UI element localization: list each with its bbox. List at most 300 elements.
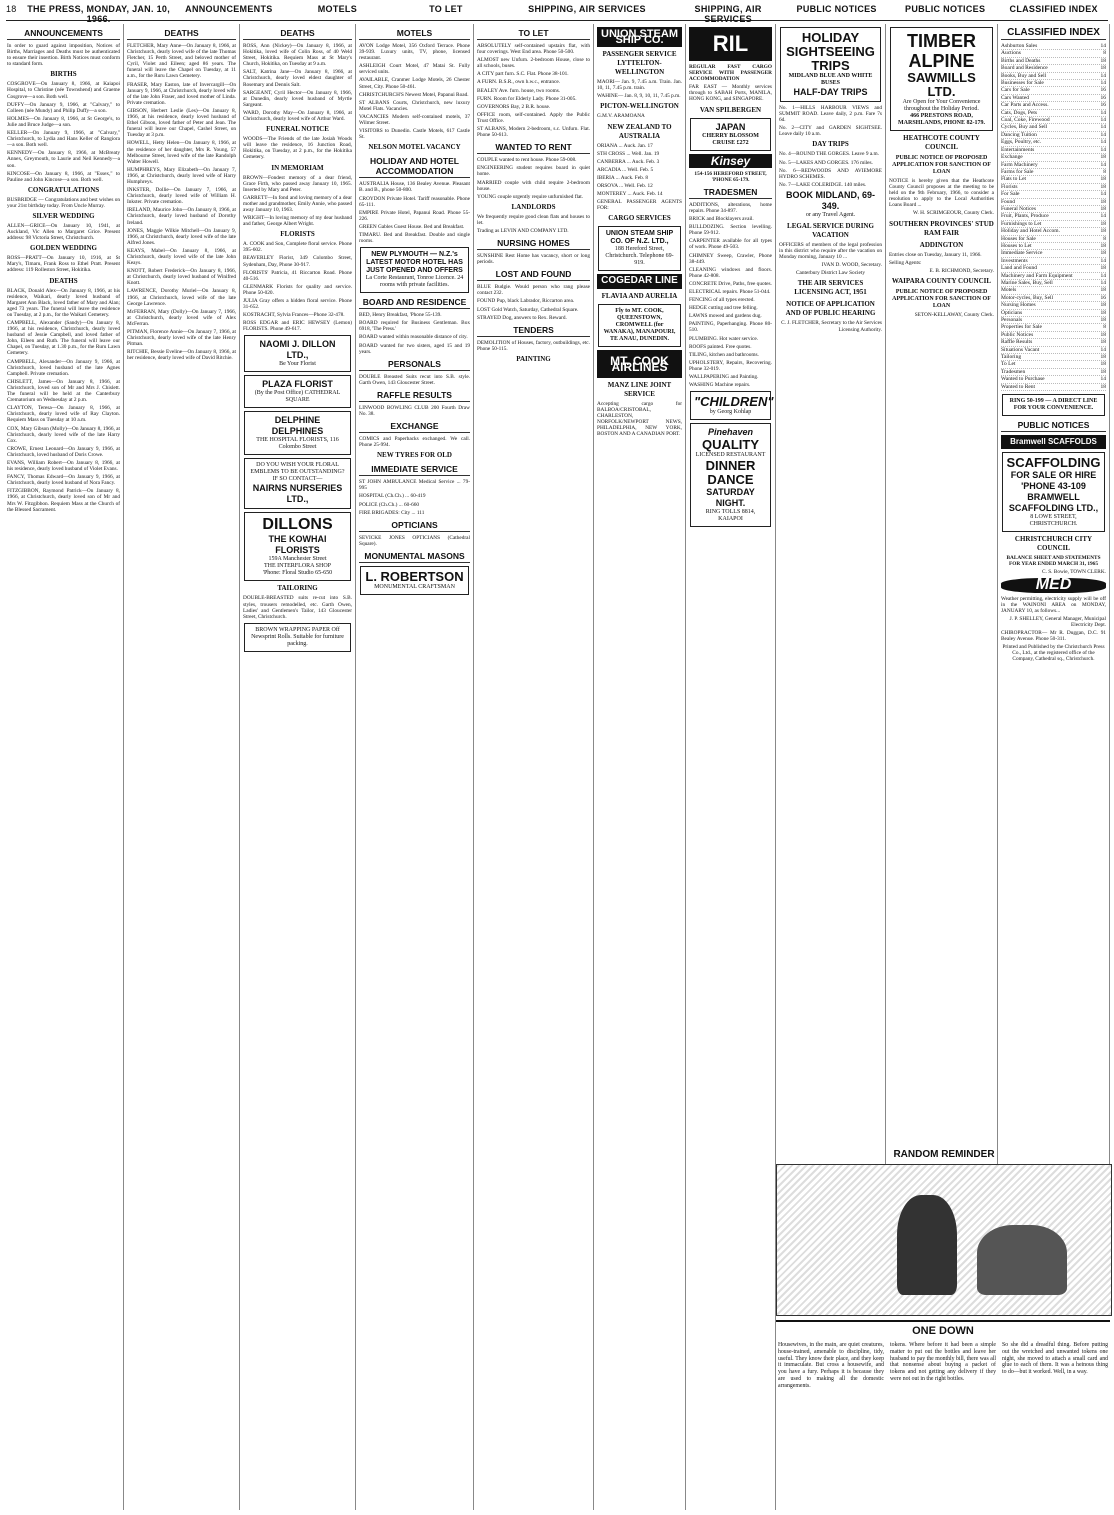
motel-ad: CHRISTCHURCH'S Newest Motel, Papanui Road. (359, 91, 469, 98)
ril-logo: RIL (689, 27, 772, 61)
ring-text: RING TOLLS 8814, KAIAPOI (705, 509, 756, 523)
manz-heading: MANZ LINE JOINT SERVICE (607, 380, 672, 398)
index-page: 18 (1100, 176, 1106, 183)
wrapping-ad (244, 623, 351, 652)
section-label: PUBLIC NOTICES (905, 4, 986, 14)
painting-heading: PAINTING (516, 354, 551, 363)
tradesmen-heading: TRADESMEN (689, 187, 772, 199)
sailing-maori: MAORI— Jan. 9, 7.45 a.m. Train. Jan. 10, 11, 7.45 p.m. train. (597, 79, 682, 92)
seton-sign: SETON-KELLAWAY, County Clerk. (914, 311, 994, 318)
death-notice: EVANS, William Robert—On January 8, 1966, at his residence, dearly loved husband of Violet Evans. (7, 459, 120, 473)
motel-ad: AVAILABLE, Cranmer Lodge Motels, 26 Chester Street, City. Phone 50-461. (359, 77, 470, 90)
index-page: 18 (1100, 383, 1106, 390)
index-row (1001, 302, 1106, 309)
mtcook-logo: MT. COOK AIRLINES (597, 350, 682, 378)
index-label: Public Notices (1001, 331, 1034, 338)
column-shipping (594, 24, 686, 1510)
index-row (1001, 199, 1106, 206)
tyres-heading: NEW TYRES FOR OLD (376, 451, 452, 460)
delphine-sub: THE HOSPITAL FLORISTS, 116 Colombo Street (256, 437, 339, 451)
immediate-heading: IMMEDIATE SERVICE (359, 464, 470, 476)
index-label: Motor-cycles, Buy, Sell (1001, 294, 1054, 301)
timber-ad (890, 27, 993, 131)
tolet-ad: ALMOST new Unfurn. 2-bedroom House, close to all schools, buses. (477, 57, 590, 70)
wanted-heading: WANTED TO RENT (477, 142, 590, 154)
holiday-ad: AUSTRALIA House, 136 Bealey Avenue. Pleasant B. and B., phone 50-800. (359, 181, 470, 194)
memoriam-notice: BROWN—Fondest memory of a dear friend, Grace Firth, who passed away January 10, 1965. Inserted by Mary and Peter. (243, 174, 352, 193)
index-page: 18 (1100, 65, 1106, 72)
scaffolding-title: SCAFFOLDING (1006, 455, 1101, 471)
index-page: 8 (1103, 235, 1106, 242)
trade-ad: HEDGE cutting and tree felling. (689, 305, 758, 312)
section-heading: MOTELS (359, 28, 470, 40)
timber-addr: 466 PRESTONS ROAD, MARSHLANDS, PHONE 82-179. (897, 113, 985, 126)
sailing-wahine: WAHINE— Jan. 8, 9, 10, 11, 7.45 p.m. (597, 93, 681, 100)
index-page: 16 (1100, 294, 1106, 301)
index-row (1001, 213, 1106, 220)
nursing-heading: NURSING HOMES (477, 238, 590, 250)
index-row (1001, 376, 1106, 383)
nairns-name: NAIRNS NURSERIES LTD., (252, 483, 343, 505)
index-row (1001, 176, 1106, 183)
lost-ad: BLUE Budgie. Would person who rang please contact 232. (477, 284, 590, 297)
board-ad: BOARD wanted for two sisters, aged 15 and 19 years. (359, 342, 470, 355)
section-heading: CLASSIFIED INDEX (1001, 28, 1106, 40)
trade-ad: ROOFS painted. Free quotes. (689, 343, 752, 350)
silver-notice: ALLEN—GRICE—On January 10, 1941, at Auckland, Vic Allen to Margaret Grice. Present address: 98 Victoria Street, Christchurch. (7, 222, 120, 242)
balance-heading: BALANCE SHEET AND STATEMENTS FOR YEAR ENDED MARCH 31, 1965 (1006, 555, 1101, 568)
feature-article (776, 1320, 1110, 1512)
plymouth-ad (360, 247, 469, 293)
death-notice: CROWE, Ernest Leonard—On January 9, 1966, at Christchurch, loved husband of Doris Crowe. (7, 445, 120, 458)
dillon-name: NAOMI J. DILLON LTD., (259, 339, 336, 361)
bramwell-logo: Bramwell SCAFFOLDS (1001, 435, 1106, 449)
union-co-addr: 188 Hereford Street, Christchurch. Telephone 69-919. (605, 246, 674, 267)
index-page: 18 (1100, 317, 1106, 324)
index-label: Wanted to Rent (1001, 383, 1036, 390)
quality-text: QUALITY (701, 437, 760, 453)
index-label: Land and Found (1001, 265, 1038, 272)
trade-ad: WALLPAPERING and Painting. (689, 374, 759, 380)
trade-ad: CONCRETE Drive, Paths, free quotes. (689, 280, 772, 287)
tolet-ad: A CITY part furn. S.C. Flat. Phone 38-101. (477, 71, 569, 78)
japan-title: JAPAN (715, 121, 746, 132)
children-by: by Georg Kohlap (709, 409, 752, 416)
index-page: 18 (1100, 242, 1106, 249)
memoriam-heading: IN MEMORIAM (271, 163, 324, 172)
index-page: 16 (1100, 87, 1106, 94)
index-label: Immediate Service (1001, 250, 1043, 257)
immediate-line: ST JOHN AMBULANCE Medical Service ... 79-995 (359, 479, 470, 492)
index-row (1001, 139, 1106, 146)
death-notice: HOWELL, Hetty Helen—On January 8, 1966, at the residence of her daughter, Mrs R. Young, 57 Melbourne Street, loved wife of the late Randolph Walter Howell. (127, 140, 236, 165)
trade-ad: LAWNS mowed and gardens dug. (689, 313, 762, 320)
section-label: ANNOUNCEMENTS (185, 4, 273, 14)
death-notice: WARD, Dorothy May—On January 8, 1966, at Christchurch, dearly loved wife of Arthur Ward. (243, 109, 352, 123)
florist-ad: A. COOK and Son, Complete floral service. Phone 395-602. (243, 241, 352, 254)
index-page: 18 (1100, 198, 1106, 205)
dillons-ad (244, 512, 351, 581)
index-row (1001, 250, 1106, 257)
delphine-ad (244, 411, 351, 455)
index-label: Marine Sales, Buy, Sell (1001, 280, 1053, 286)
memoriam-notice: GARRETT—In fond and loving memory of a dear mother and grandmother, Emily Annie, who passed away January 10, 1963. (243, 194, 352, 213)
congrats-heading: CONGRATULATIONS (27, 185, 100, 194)
licensed-text: LICENSED RESTAURANT (695, 452, 766, 459)
immediate-line: FIRE BRIGADES: City ... 111 (359, 509, 425, 516)
ril-sub: REGULAR FAST CARGO SERVICE WITH PASSENGER ACCOMMODATION (689, 64, 772, 83)
picton-heading: PICTON-WELLINGTON (600, 102, 679, 111)
tenders-heading: TENDERS (477, 325, 590, 337)
index-label: Businesses for Sale (1001, 80, 1044, 87)
index-label: Properties for Sale (1001, 324, 1042, 331)
trade-ad: BULLDOZING. Section levelling. Phone 59-912. (689, 224, 772, 237)
ship-line: MONTEREY ... Auck. Feb. 14 (597, 191, 663, 198)
death-notice: BLACK, Donald Alex—On January 8, 1966, at his residence, Waikari, dearly loved husband of Margaret Ann Black, loved father of Mary and Alan; aged 73 years. The funeral will leave the residence on Tuesday, at 2 p.m., for the Waikari Cemetery. (7, 287, 120, 318)
index-label: Motels (1001, 287, 1017, 294)
tolet-ad: ABSOLUTELY self-contained upstairs flat, with four coverings. West End area. Phone 50-500. (477, 43, 590, 56)
index-label: Florists (1001, 183, 1018, 190)
index-label: Cars for Sale (1001, 87, 1030, 94)
death-notice: SARGEANT, Cyril Hector—On January 8, 1966, at Dunedin, dearly loved husband of Myrtle Sargeant. (243, 89, 352, 108)
personals-ad: DOUBLE Breasted Suits recut into S.B. style. Garth Owen, 143 Gloucester Street. (359, 373, 470, 386)
index-label: Farm Machinery (1001, 161, 1038, 168)
masthead-bar (6, 4, 1108, 24)
index-label: For Sale (1001, 191, 1020, 198)
florist-ad: GLENMARK Florists for quality and service. Phone 50-020. (243, 283, 352, 296)
holiday-ad: GREEN Gables Guest House. Bed and Breakfast. (359, 223, 465, 230)
index-row (1001, 354, 1106, 361)
index-row (1001, 110, 1106, 117)
dillons-network: THE INTERFLORA SHOP (263, 563, 331, 570)
plymouth-sub: La Corte Restaurant, Tonroe Licence. 24 rooms with private facilities. (365, 275, 464, 289)
birth-notice: HOLMES—On January 8, 1966, at St George's, to Julie and Bruce Judge—a son. (7, 115, 120, 128)
half-day-heading: HALF-DAY TRIPS (793, 87, 868, 97)
index-page: 18 (1100, 361, 1106, 368)
trip-line: No. 4—ROUND THE GORGES. Leave 9 a.m. (779, 151, 879, 158)
scaffolding-ad (1002, 452, 1105, 532)
motel-ad: ASHLEIGH Court Motel, 47 Matai St. Fully serviced units. (359, 63, 470, 76)
index-label: Coal, Coke, Firewood (1001, 117, 1050, 124)
raffle-text: LINWOOD BOWLING CLUB 200 Fourth Draw No. 38. (359, 404, 470, 417)
index-row (1001, 191, 1106, 198)
index-page: 18 (1100, 183, 1106, 190)
silver-heading: SILVER WEDDING (32, 211, 95, 220)
robertson-ad (360, 566, 469, 595)
index-page: 16 (1100, 94, 1106, 101)
holiday-heading: HOLIDAY AND HOTEL ACCOMMODATION (359, 156, 470, 178)
index-row (1001, 384, 1106, 391)
index-row (1001, 50, 1106, 57)
column-public-notices (776, 24, 886, 1164)
dillon-sub: Be Your Florist (279, 361, 316, 368)
index-label: Tradesmen (1001, 368, 1026, 375)
index-label: Cycles, Buy and Sell (1001, 124, 1048, 131)
feature-para: So she did a dreadful thing. Before putting out the wretched and unwanted tokens one night, she moved to attach a small card and glue to each of them. It was a heinous thing to do—but it worked. Well, in a way. (1002, 1342, 1108, 1376)
trade-ad: TILING, kitchen and bathrooms. (689, 351, 759, 358)
monumental-heading: MONUMENTAL MASONS (359, 551, 470, 563)
nz-aus-heading: NEW ZEALAND TO AUSTRALIA (607, 122, 672, 140)
birth-notice: KELLER—On January 9, 1966, at "Calvary," Christchurch, to Lydia and Hans Keller of Rangiora—a son. Both well. (7, 130, 120, 149)
index-label: Books, Buy and Sell (1001, 72, 1047, 79)
public-notice-heading: PUBLIC NOTICE OF PROPOSED APPLICATION FOR SANCTION OF LOAN (892, 155, 991, 175)
funeral-heading: FUNERAL NOTICE (266, 125, 329, 134)
section-label: PUBLIC NOTICES (796, 4, 877, 14)
raffle-heading: RAFFLE RESULTS (359, 390, 470, 402)
death-notice: CLAYTON, Teresa—On January 8, 1966, at Christchurch, dearly loved wife of Ray Clayton. Requiem Mass on Tuesday at 10 a.m. (7, 405, 120, 424)
lost-ad: STRAYED Dog, answers to Rex. Reward. (477, 314, 567, 321)
index-page: 18 (1100, 339, 1106, 346)
aramoana-text: G.M.V. ARAMOANA (597, 113, 645, 120)
wanted-ad: YOUNG couple urgently require unfurnished flat. (477, 193, 584, 200)
robertson-name: L. ROBERTSON (365, 568, 464, 584)
index-label: Farms for Sale (1001, 168, 1034, 175)
column-announcements-2 (240, 24, 356, 1510)
tenders-text: DEMOLITION of Houses, factory, outbuildings, etc. Phone 50-115. (477, 339, 590, 352)
holiday-trips-title: HOLIDAY SIGHTSEEING TRIPS (786, 30, 875, 73)
index-label: Opticians (1001, 309, 1023, 316)
index-page: 14 (1100, 161, 1106, 168)
index-label: Houses for Sale (1001, 235, 1036, 242)
index-page: 8 (1103, 168, 1106, 175)
section-heading: DEATHS (243, 28, 352, 40)
selling-text: Selling Agents: (889, 259, 922, 266)
index-label: Found (1001, 198, 1016, 205)
ship-line: IBERIA ... Auck. Feb. 8 (597, 174, 649, 181)
index-page: 18 (1100, 309, 1106, 316)
index-page: 18 (1100, 57, 1106, 64)
death-notice: INKSTER, Dollie—On January 7, 1966, at Christchurch, dearly loved wife of William H. Inkster. Private cremation. (127, 187, 236, 206)
index-row (1001, 95, 1106, 102)
florists-heading: FLORISTS (280, 230, 315, 239)
lost-ad: FOUND Pup, black Labrador, Riccarton area. (477, 298, 575, 305)
index-row (1001, 73, 1106, 80)
tolet-ad: BEALEY Ave. furn. house, two rooms. (477, 87, 561, 94)
column-public-notices-2 (886, 24, 998, 1164)
fly-to-text: Fly to MT. COOK, QUEENSTOWN, CROMWELL (for WANAKA), MANAPOURI, TE ANAU, DUNEDIN. (603, 307, 676, 342)
funeral-notice: WOODS—The Friends of the late Josiah Woods will leave the residence, 16 Junction Road, Hokitika, on Tuesday, at 2 p.m., for the Hokitika Cemetery. (243, 136, 352, 161)
tolet-ad: ST ALBANS, Modern 2-bedroom, s.c. Unfurn. Flat. Phone 50-613. (477, 126, 590, 139)
trip-line: No. 1—HILLS HARBOUR VIEWS and SUMMIT ROAD. Leave daily, 2 p.m. Fare 7s 6d. (779, 105, 882, 124)
index-page: 14 (1100, 257, 1106, 264)
timber-open: Are Open for Your Convenience throughout the Holiday Period. (902, 99, 981, 112)
index-row (1001, 221, 1106, 228)
index-page: 14 (1100, 109, 1106, 116)
bramwell-addr: 8 LOWE STREET, CHRISTCHURCH. (1029, 514, 1078, 528)
index-label: Cats, Dogs, Pets (1001, 109, 1038, 116)
column-motels (356, 24, 474, 1510)
trade-ad: BRICK and Blocklayers avail. (689, 216, 754, 223)
death-notice: CAMPBELL, Alexander (Sandy)—On January 8, 1966, at his residence, Christchurch, dearly loved husband of Jessie Campbell, and loved father of John, Eileen and Ruth. The funeral will leave our Chapel, on Tuesday, at 1.30 p.m., for the Ruru Lawn Cemetery. (7, 320, 120, 357)
index-page: 16 (1100, 102, 1106, 109)
ship-line: ORSOVA ... Well. Feb. 12 (597, 183, 653, 190)
immediate-line: HOSPITAL (Ch.Ch.) ... 60-419 (359, 493, 426, 500)
index-row (1001, 265, 1106, 272)
med-logo: MED (1001, 578, 1106, 592)
lost-heading: LOST AND FOUND (477, 269, 590, 281)
dillons-subtitle: THE KOWHAI FLORISTS (268, 534, 327, 556)
canterbury-law: Canterbury District Law Society (796, 270, 865, 277)
shelley-sign: J. P. SHELLEY, General Manager, Municipal Electricity Dept. (1009, 615, 1106, 628)
holiday-ad: CROYDON Private Hotel. Tariff reasonable. Phone 65-111. (359, 195, 470, 208)
pinehaven-name: Pinehaven (707, 427, 754, 438)
trip-line: No. 5—LAKES AND GORGES. 176 miles. (779, 159, 873, 166)
index-label: Auctions (1001, 50, 1021, 57)
trade-ad: CHIMNEY Sweep, Crawler, Phone 38-449. (689, 252, 772, 265)
index-label: Personals (1001, 317, 1023, 324)
index-page: 18 (1100, 228, 1106, 235)
general-agents: GENERAL PASSENGER AGENTS FOR: (597, 199, 682, 212)
index-row (1001, 273, 1106, 280)
trade-ad: PLUMBING. Hot water service. (689, 335, 758, 342)
index-row (1001, 236, 1106, 243)
florist-ad: KOSTRACHT, Sylvia Frances—Phone 32-478. (243, 312, 345, 319)
union-logo: UNION STEAM SHIP CO. (597, 27, 682, 47)
index-label: Investments (1001, 257, 1028, 264)
death-notice: JONES, Maggie Wilkie Mitchell—On January 9, 1966, at Christchurch, dearly loved wife of the late Alfred Jones. (127, 227, 236, 246)
index-label: Holiday and Hotel Accom. (1001, 228, 1060, 235)
index-page: 14 (1100, 139, 1106, 146)
cherry-text: CHERRY BLOSSOM CRUISE £272 (702, 132, 759, 146)
index-page: 18 (1100, 220, 1106, 227)
cargo-heading: CARGO SERVICES (608, 214, 671, 223)
index-page: 18 (1100, 154, 1106, 161)
index-label: Car Parts and Access. (1001, 102, 1049, 109)
death-notice: IRELAND, Maurice John—On January 8, 1966, at Christchurch, dearly loved husband of Dorothy Ireland. (127, 207, 236, 226)
motel-ad: ST ALBANS Courts, Christchurch, new luxury Motel Flats. Vacancies. (359, 99, 470, 112)
dillon-ad (244, 335, 351, 372)
plymouth-title: NEW PLYMOUTH — N.Z.'s LATEST MOTOR HOTEL HAS JUST OPENED AND OFFERS (366, 251, 463, 275)
index-label: Furnishings to Let (1001, 220, 1042, 227)
board-heading: BOARD AND RESIDENCE (359, 297, 470, 309)
birth-notice: COSGROVE—On January 8, 1966, at Kaiapoi Hospital, to Christine (née Townshend) and Graeme Cosgrove—a son. Both well. (7, 81, 120, 100)
column-to-let (474, 24, 594, 1510)
trade-ad: UPHOLSTERY, Repairs, Recovering. Phone 32-019. (689, 359, 772, 372)
index-label: Board and Residence (1001, 65, 1048, 72)
section-label: TO LET (429, 4, 463, 14)
index-row (1001, 162, 1106, 169)
chiropractor-text: CHIROPRACTOR— Mr R. Duggan, D.C. 91 Bealey Avenue. Phone 50-311. (1001, 630, 1106, 643)
column-deaths (124, 24, 240, 1510)
index-row (1001, 154, 1106, 161)
index-page: 18 (1100, 368, 1106, 375)
index-page: 18 (1100, 265, 1106, 272)
index-label: Dancing Tuition (1001, 131, 1037, 138)
index-page: 18 (1100, 331, 1106, 338)
index-row (1001, 287, 1106, 294)
death-notice: CHISLETT, James—On January 8, 1966, at Christchurch, loved son of Mr and Mrs J. Chislett. The funeral will be held at the Canterbury Crematorium on Wednesday at 2 p.m. (7, 378, 120, 404)
death-notice: COX, Mary Gibson (Molly)—On January 8, 1966, at Christchurch, dearly loved wife of the late Harry Cox. (7, 425, 120, 444)
trip-line: No. 2—CITY and GARDEN SIGHTSEE. Leave daily 10 a.m. (779, 125, 882, 138)
wanted-ad: COUPLE wanted to rent house. Phone 59-008. (477, 157, 577, 164)
section-heading: DEATHS (127, 28, 236, 40)
index-row (1001, 117, 1106, 124)
exchange-text: COMICS and Paperbacks exchanged. We call. Phone 25-994. (359, 436, 470, 449)
florist-ad: FLORISTS' Patricia, 41 Riccarton Road. Phone 40-516. (243, 269, 352, 282)
waipara-heading: WAIPARA COUNTY COUNCIL (891, 276, 992, 285)
death-notice: FRASER, Mary Easton, late of Invercargill—On January 9, 1966, at Christchurch, dearly loved wife of the late John Fraser, and loved mother of Linda. Private cremation. (127, 81, 236, 106)
opticians-heading: OPTICIANS (359, 520, 470, 532)
bowie-sign: C. S. Bowie, TOWN CLERK. (1042, 569, 1106, 576)
children-title: "CHILDREN" (694, 394, 774, 410)
index-row (1001, 347, 1106, 354)
heathcote-heading: HEATHCOTE COUNTY COUNCIL (903, 134, 980, 151)
nelson-heading: NELSON MOTEL VACANCY (368, 143, 461, 152)
tolet-ad: GOVERNORS Bay, 2 B.R. house. (477, 103, 551, 110)
timber-word: TIMBER (907, 31, 976, 51)
index-page: 14 (1100, 146, 1106, 153)
birth-notice: DUFFY—On January 9, 1966, at "Calvary," to Colleen (née Mundy) and Philip Duffy—a son. (7, 101, 120, 114)
death-notice: CAMPBELL, Alexander—On January 9, 1966, at Christchurch, loved husband of the late Agnes Campbell. Private cremation. (7, 358, 120, 377)
death-notice: McFERRAN, Mary (Dolly)—On January 7, 1966, at Christchurch, dearly loved wife of Alex McFerran. (127, 308, 236, 327)
death-notice: SALT, Katrina Jane—On January 8, 1966, at Christchurch, dearly loved eldest daughter of Rosemary and Dennis Salt. (243, 69, 352, 88)
death-notice: KEAYS, Mabel—On January 8, 1966, at Christchurch, dearly loved wife of the late John Keays. (127, 247, 236, 267)
wanted-ad: ENGINEERING student requires board in quiet home. (477, 165, 590, 178)
index-row (1001, 310, 1106, 317)
death-notice: FITZGIBBON, Raymond Patrick—On January 8, 1966, at Christchurch, dearly loved son of Mr and Mrs W. Fitzgibbon. Requiem Mass at the Church of the Blessed Sacrament. (7, 488, 120, 513)
manz-text: Accepting cargo for BALBOA/CRISTOBAL, CHARLESTON, NORFOLK/NEWPORT NEWS, PHILADELPHIA, NEW YORK, BOSTON AND A CANADIAN PORT. (597, 400, 682, 438)
congrats-notice: BUSBRIDGE — Congratulations and best wishes on your 21st birthday today. From Uncle Murray. (7, 196, 120, 209)
nursing-text: SUNSHINE Rest Home has vacancy, short or long periods. (477, 253, 590, 266)
southern-heading: SOUTHERN PROVINCES' STUD RAM FAIR (889, 219, 994, 237)
column-classified-index (998, 24, 1110, 1164)
memoriam-notice: WRIGHT—In loving memory of my dear husband and father, George Albert Wright. (243, 215, 352, 228)
index-label: Raffle Results (1001, 339, 1033, 346)
index-page: 14 (1100, 124, 1106, 131)
index-row (1001, 206, 1106, 213)
far-east-text: FAR EAST — Monthly services through to SABAH Ports, MANILA, HONG KONG, and SINGAPORE. (689, 84, 772, 103)
index-label: Exchange (1001, 154, 1023, 161)
saturday-text: SATURDAY NIGHT. (706, 487, 755, 509)
flavia-heading: FLAVIA AND AURELIA (601, 291, 678, 300)
death-notice: KNOTT, Robert Frederick—On January 8, 1966, at Christchurch, dearly loved husband of Winifred Knott. (127, 268, 236, 287)
passenger-heading: PASSENGER SERVICE LYTTELTON-WELLINGTON (602, 50, 677, 77)
florist-ad: BEAVERLEY Florist, 349 Colombo Street, Sydenham, Day, Phone 30-917. (243, 255, 352, 268)
page-number: 18 (6, 4, 17, 14)
nairns-ad (244, 458, 351, 509)
holiday-ad: EMPIRE Private Hotel, Papanui Road. Phone 55-226. (359, 209, 470, 222)
death-notice: HUMPHREYS, Mary Elizabeth—On January 7, 1966, at Christchurch, dearly loved wife of Harry Humphreys. (127, 166, 236, 185)
book-midland: BOOK MIDLAND, 69-349. (785, 189, 875, 211)
index-label: Fruit, Plants, Produce (1001, 213, 1049, 220)
legal-sign: IVAN D. WOOD, Secretary. (821, 262, 882, 269)
dinner-text: DINNER DANCE (705, 458, 756, 488)
exchange-heading: EXCHANGE (359, 421, 470, 433)
union-co-ad (598, 226, 681, 271)
printed-text: Printed and Published by the Christchurch Press Co., Ltd., at the registered office of the Company, Cathedral sq., Christchurch. (1002, 644, 1105, 663)
index-row (1001, 87, 1106, 94)
index-row (1001, 324, 1106, 331)
landlords-text: We frequently require good clean flats and houses to let. (477, 213, 590, 226)
index-label: Flats to Let (1001, 176, 1027, 183)
wrapping-text: BROWN WRAPPING PAPER Off Newsprint Rolls. Suitable for furniture packing. (251, 626, 344, 647)
feature-title: ONE DOWN (912, 1325, 974, 1337)
japan-ad (690, 118, 771, 151)
index-page: 18 (1100, 287, 1106, 294)
section-label: SHIPPING, AIR SERVICES (528, 4, 646, 14)
index-page: 14 (1100, 43, 1106, 49)
plaza-ad (244, 375, 351, 408)
legal-heading: LEGAL SERVICE DURING VACATION (787, 221, 874, 239)
ship-line: ARCADIA ... Well. Feb. 5 (597, 166, 654, 173)
index-page: 18 (1100, 302, 1106, 309)
index-row (1001, 258, 1106, 265)
index-row (1001, 361, 1106, 368)
tailoring-ad: DOUBLE-BREASTED suits re-cut into S.B. styles, trousers remodelled, etc. Garth Owen, Ladies' and Gentlemen's Tailor, 143 Gloucester Street, Christchurch. (243, 595, 352, 620)
index-label: Births and Deaths (1001, 57, 1041, 64)
index-label: Situations Vacant (1001, 346, 1040, 353)
weather-text: Weather permitting, electricity supply will be off in the WAINONI AREA on MONDAY, JANUARY 10, as follows... (1001, 595, 1106, 614)
